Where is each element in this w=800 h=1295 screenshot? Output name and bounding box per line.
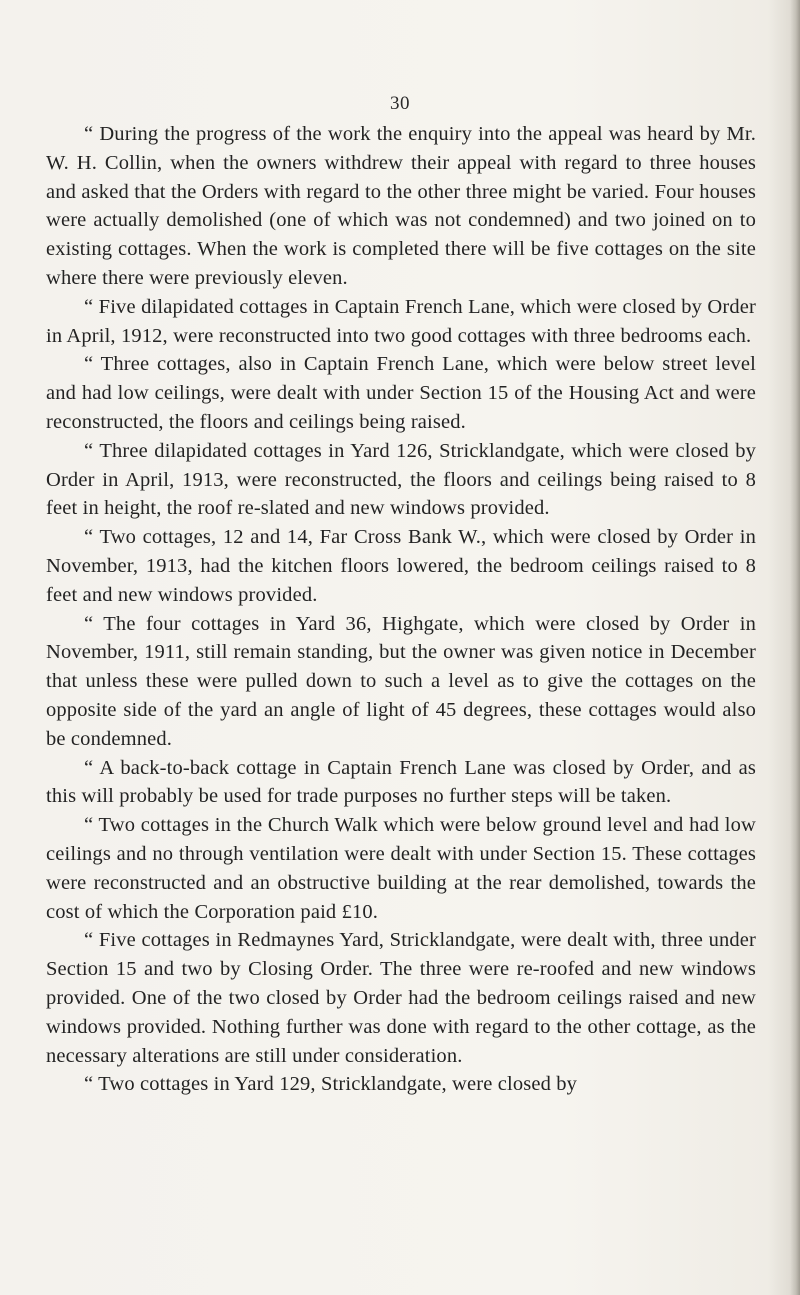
paragraph: “ Two cottages in the Church Walk which were below ground level and had low ceilings and no through ventilation were dealt with under Section 15. These cottages were reconstructed and an obstructive building at the rear demolished, towards the cost of which the Corporation paid £10.	[46, 814, 756, 923]
paragraph: “ Five cottages in Redmaynes Yard, Stricklandgate, were dealt with, three under Section 15 and two by Closing Order. The three were re-roofed and new windows provided. One of the two closed by Order had the bedroom ceilings raised and new windows provided. Nothing further was done with regard to the other cottage, as the necessary alterations are still under consideration.	[46, 929, 756, 1067]
paragraph: “ Two cottages in Yard 129, Stricklandgate, were closed by	[84, 1073, 578, 1096]
paragraph: “ The four cottages in Yard 36, Highgate, which were closed by Order in November, 1911, still remain standing, but the owner was given notice in December that unless these were pulled down to such a level as to give the cottages on the opposite side of the yard an angle of light of 45 degrees, these cottages would also be condemned.	[46, 612, 756, 750]
paragraph: “ Three cottages, also in Captain French Lane, which were below street level and had low ceilings, were dealt with under Section 15 of the Housing Act and were reconstructed, the floors and ceilings being raised.	[46, 353, 756, 433]
page-edge-shadow	[790, 0, 800, 1295]
paragraph: “ During the progress of the work the enquiry into the appeal was heard by Mr. W. H. Collin, when the owners withdrew their appeal with regard to three houses and asked that the Orders with regard to the other three might be varied. Four houses were actually demolished (one of which was not condemned) and two joined on to existing cottages. When the work is completed there will be five cottages on the site where there were previously eleven.	[46, 123, 756, 289]
body-text	[46, 120, 756, 1099]
paragraph: “ Three dilapidated cottages in Yard 126, Stricklandgate, which were closed by Order in April, 1913, were reconstructed, the floors and ceilings being raised to 8 feet in height, the roof re-slated and new windows provided.	[46, 439, 756, 520]
paragraph: “ Two cottages, 12 and 14, Far Cross Bank W., which were closed by Order in November, 1913, had the kitchen floors lowered, the bedroom ceilings raised to 8 feet and new windows provided.	[46, 526, 756, 606]
page-number: 30	[390, 93, 410, 114]
paragraph: “ A back-to-back cottage in Captain French Lane was closed by Order, and as this will probably be used for trade purposes no further steps will be taken.	[46, 756, 756, 808]
paragraph: “ Five dilapidated cottages in Captain French Lane, which were closed by Order in April, 1912, were reconstructed into two good cottages with three bedrooms each.	[46, 295, 756, 347]
